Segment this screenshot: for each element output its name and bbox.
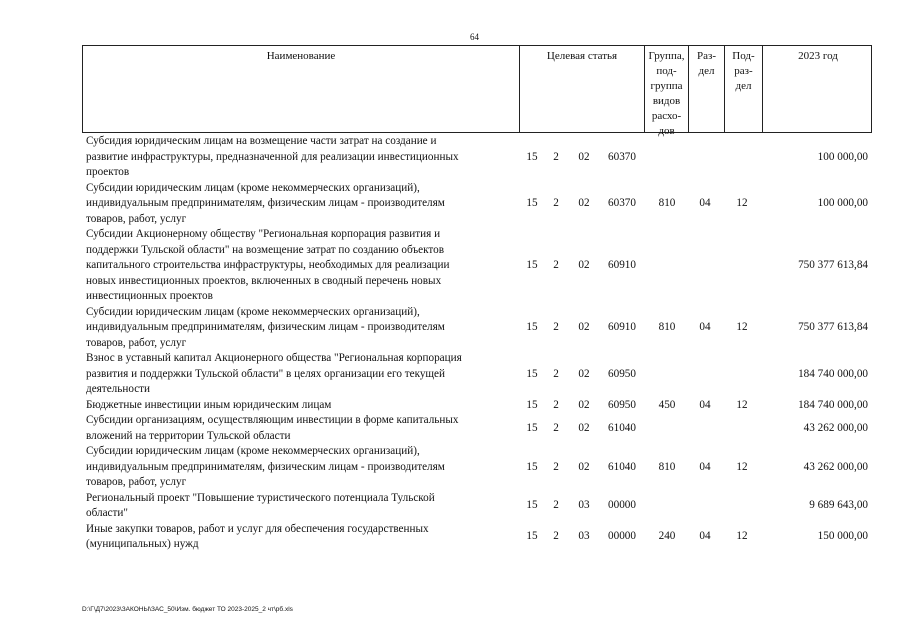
row-name-line: вложений на территории Тульской области bbox=[86, 429, 291, 442]
row-code-1: 15 bbox=[526, 259, 538, 271]
row-name-line: новых инвестиционных проектов, включенных в сводный перечень новых bbox=[86, 274, 442, 287]
table-row bbox=[82, 181, 872, 228]
row-code-2: 2 bbox=[553, 421, 559, 434]
row-name-line: Субсидии юридическим лицам (кроме некоммерческих организаций), bbox=[86, 181, 420, 194]
row-name-line: Субсидия юридическим лицам на возмещение части затрат на создание и bbox=[86, 135, 437, 147]
header-subsection-line: раз- bbox=[734, 65, 753, 77]
row-code-2: 2 bbox=[553, 259, 559, 271]
row-code-2: 2 bbox=[553, 499, 559, 512]
row-name-line: Иные закупки товаров, работ и услуг для обеспечения государственных bbox=[86, 522, 429, 535]
file-path-footer: D:\Г\Д7\2023\ЗАКОНЫ\ЗАС_50\Изм. бюджет ТО 2023-2025_2 чт\рб.xls bbox=[82, 606, 293, 613]
row-name-line: Субсидии Акционерному обществу "Региональная корпорация развития и bbox=[86, 228, 441, 240]
row-code-4: 00000 bbox=[608, 499, 636, 512]
row-code-4: 00000 bbox=[608, 530, 636, 543]
row-group: 450 bbox=[658, 398, 676, 411]
row-code-3: 02 bbox=[578, 367, 590, 380]
header-subsection-line: Под- bbox=[732, 50, 755, 62]
table-row bbox=[82, 413, 872, 444]
row-name bbox=[86, 398, 506, 414]
row-code-2: 2 bbox=[553, 460, 559, 473]
row-code-4: 60950 bbox=[608, 367, 636, 380]
row-code-3: 02 bbox=[578, 150, 590, 163]
table-row bbox=[82, 398, 872, 414]
row-name-line: Взнос в уставный капитал Акционерного общества "Региональная корпорация bbox=[86, 352, 462, 364]
row-name-line: проектов bbox=[86, 166, 130, 178]
page-number: 64 bbox=[470, 32, 479, 42]
row-code-4: 60370 bbox=[608, 197, 636, 209]
table-row bbox=[82, 491, 872, 522]
table-header bbox=[82, 45, 872, 137]
row-code-1: 15 bbox=[526, 197, 538, 209]
row-name bbox=[86, 522, 506, 553]
row-subsecode-tion: 12 bbox=[736, 197, 748, 209]
row-name-line: поддержки Тульской области" на возмещение затрат по созданию объектов bbox=[86, 243, 445, 256]
row-secode-tion: 04 bbox=[699, 321, 711, 333]
row-amount: 9 689 643,00 bbox=[809, 499, 868, 512]
row-secode-tion: 04 bbox=[699, 530, 711, 543]
header-group-line: Группа, bbox=[648, 50, 685, 62]
row-code-1: 15 bbox=[526, 421, 538, 434]
row-name-line: товаров, работ, услуг bbox=[86, 476, 187, 488]
header-group-line: расхо- bbox=[651, 110, 682, 122]
header-section-line: дел bbox=[698, 65, 715, 77]
row-code-3: 03 bbox=[578, 530, 590, 543]
row-name-line: (муниципальных) нужд bbox=[86, 538, 199, 550]
row-code-3: 02 bbox=[578, 460, 590, 473]
row-name bbox=[86, 444, 506, 491]
header-target-article: Целевая статья bbox=[519, 46, 644, 132]
header-subsection bbox=[724, 46, 762, 132]
row-group: 810 bbox=[658, 460, 676, 473]
table-row bbox=[82, 134, 872, 181]
row-code-4: 60910 bbox=[608, 321, 636, 333]
row-code-2: 2 bbox=[553, 321, 559, 333]
row-subsecode-tion: 12 bbox=[736, 530, 748, 543]
row-code-3: 03 bbox=[578, 499, 590, 512]
row-code-1: 15 bbox=[526, 321, 538, 333]
row-code-2: 2 bbox=[553, 197, 559, 209]
row-code-4: 61040 bbox=[608, 421, 636, 434]
row-code-4: 60910 bbox=[608, 259, 636, 271]
row-name-line: области" bbox=[86, 507, 128, 519]
row-amount: 43 262 000,00 bbox=[803, 460, 868, 473]
row-subsecode-tion: 12 bbox=[736, 460, 748, 473]
row-code-2: 2 bbox=[553, 150, 559, 163]
table-row bbox=[82, 305, 872, 352]
row-name-line: деятельности bbox=[86, 383, 151, 395]
row-code-2: 2 bbox=[553, 398, 559, 411]
row-code-3: 02 bbox=[578, 197, 590, 209]
row-amount: 100 000,00 bbox=[817, 197, 868, 209]
row-group: 810 bbox=[658, 197, 676, 209]
row-subsecode-tion: 12 bbox=[736, 398, 748, 411]
row-name-line: индивидуальным предпринимателям, физическим лицам - производителям bbox=[86, 321, 445, 333]
header-expense-group bbox=[644, 46, 688, 137]
header-subsection-line: дел bbox=[735, 80, 752, 92]
row-name-line: развития и поддержки Тульской области" в целях организации его текущей bbox=[86, 367, 446, 380]
row-name-line: индивидуальным предпринимателям, физическим лицам - производителям bbox=[86, 197, 445, 209]
row-code-1: 15 bbox=[526, 530, 538, 543]
row-code-1: 15 bbox=[526, 398, 538, 411]
row-amount: 100 000,00 bbox=[817, 150, 868, 163]
row-amount: 750 377 613,84 bbox=[798, 259, 868, 271]
table-row bbox=[82, 351, 872, 398]
row-name bbox=[86, 134, 506, 181]
row-name bbox=[86, 181, 506, 228]
row-group: 810 bbox=[658, 321, 676, 333]
row-code-1: 15 bbox=[526, 367, 538, 380]
row-code-3: 02 bbox=[578, 398, 590, 411]
header-group-line: под- bbox=[656, 65, 677, 77]
row-name-line: инвестиционных проектов bbox=[86, 290, 213, 302]
row-code-4: 61040 bbox=[608, 460, 636, 473]
row-code-1: 15 bbox=[526, 150, 538, 163]
row-code-4: 60370 bbox=[608, 150, 636, 163]
table-row bbox=[82, 444, 872, 491]
header-section-line: Раз- bbox=[696, 50, 716, 62]
row-code-3: 02 bbox=[578, 421, 590, 434]
row-name bbox=[86, 413, 506, 444]
header-name: Наименование bbox=[266, 50, 336, 62]
row-code-4: 60950 bbox=[608, 398, 636, 411]
row-name-line: Субсидии организациям, осуществляющим инвестиции в форме капитальных bbox=[86, 414, 459, 426]
row-secode-tion: 04 bbox=[699, 398, 711, 411]
row-name-line: Субсидии юридическим лицам (кроме некоммерческих организаций), bbox=[86, 305, 420, 318]
row-amount: 750 377 613,84 bbox=[798, 321, 868, 333]
row-name-line: индивидуальным предпринимателям, физическим лицам - производителям bbox=[86, 460, 445, 473]
row-code-1: 15 bbox=[526, 460, 538, 473]
row-code-3: 02 bbox=[578, 259, 590, 271]
row-code-2: 2 bbox=[553, 530, 559, 543]
row-name bbox=[86, 305, 506, 352]
row-name bbox=[86, 351, 506, 398]
row-name-line: капитального строительства инфраструктуры, необходимых для реализации bbox=[86, 259, 450, 271]
row-amount: 43 262 000,00 bbox=[803, 421, 868, 434]
row-name-line: товаров, работ, услуг bbox=[86, 212, 187, 225]
row-code-3: 02 bbox=[578, 321, 590, 333]
row-name-line: развитие инфраструктуры, предназначенной для реализации инвестиционных bbox=[86, 150, 459, 163]
header-group-line: видов bbox=[652, 95, 681, 107]
row-name-line: Бюджетные инвестиции иным юридическим лицам bbox=[86, 398, 332, 411]
row-subsecode-tion: 12 bbox=[736, 321, 748, 333]
row-group: 240 bbox=[658, 530, 676, 543]
header-group-line: дов bbox=[658, 125, 675, 137]
row-name-line: товаров, работ, услуг bbox=[86, 336, 187, 349]
row-amount: 150 000,00 bbox=[817, 530, 868, 543]
row-name bbox=[86, 227, 506, 305]
row-secode-tion: 04 bbox=[699, 197, 711, 209]
row-amount: 184 740 000,00 bbox=[798, 398, 868, 411]
row-name-line: Субсидии юридическим лицам (кроме некоммерческих организаций), bbox=[86, 445, 420, 457]
row-name-line: Региональный проект "Повышение туристического потенциала Тульской bbox=[86, 491, 435, 504]
row-name bbox=[86, 491, 506, 522]
row-code-2: 2 bbox=[553, 367, 559, 380]
header-group-line: группа bbox=[650, 80, 683, 92]
row-code-1: 15 bbox=[526, 499, 538, 512]
row-secode-tion: 04 bbox=[699, 460, 711, 473]
header-year: 2023 год bbox=[762, 46, 873, 132]
table-row bbox=[82, 227, 872, 305]
table-row bbox=[82, 522, 872, 553]
row-amount: 184 740 000,00 bbox=[798, 367, 868, 380]
header-section bbox=[688, 46, 724, 132]
